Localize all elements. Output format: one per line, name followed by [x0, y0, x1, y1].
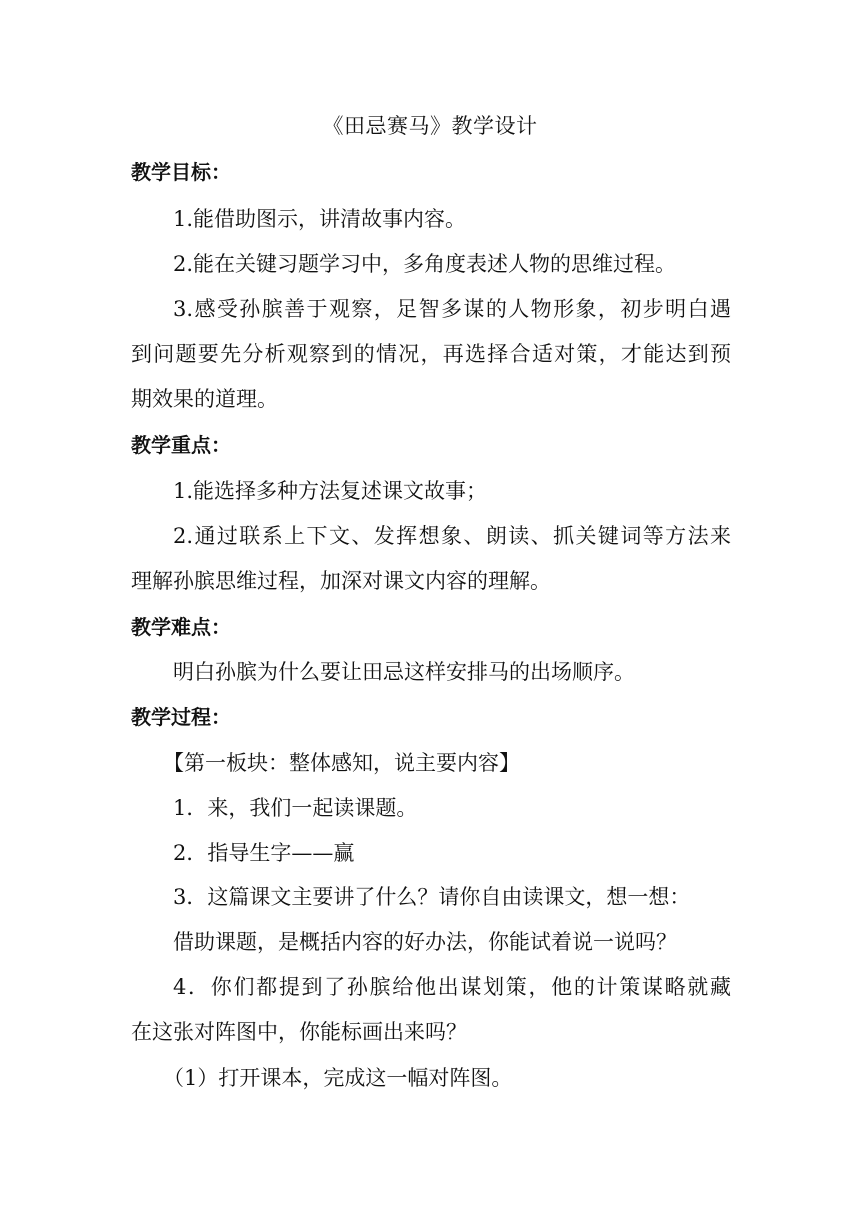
- objectives-heading: 教学目标：: [131, 160, 231, 184]
- section-1-heading: 【第一板块：整体感知，说主要内容】: [163, 751, 520, 775]
- difficulty-text: 明白孙膑为什么要让田忌这样安排马的出场顺序。: [173, 660, 635, 684]
- process-step-4-line-1: 4．你们都提到了孙膑给他出谋划策，他的计策谋略就藏: [173, 975, 731, 999]
- process-step-3-line-2: 借助课题，是概括内容的好办法，你能试着说一说吗？: [173, 930, 677, 954]
- process-heading: 教学过程：: [131, 705, 231, 729]
- key-point-item-2-line-2: 理解孙膑思维过程，加深对课文内容的理解。: [131, 569, 551, 593]
- key-point-item-1: 1.能选择多种方法复述课文故事；: [173, 479, 488, 503]
- objective-item-3-line-1: 3.感受孙膑善于观察，足智多谋的人物形象，初步明白遇: [173, 297, 731, 321]
- process-sub-step-1: （1）打开课本，完成这一幅对阵图。: [163, 1066, 513, 1090]
- key-points-heading: 教学重点：: [131, 433, 231, 457]
- objective-item-1: 1.能借助图示，讲清故事内容。: [173, 207, 467, 231]
- process-step-4-line-2: 在这张对阵图中，你能标画出来吗？: [131, 1020, 467, 1044]
- difficulty-heading: 教学难点：: [131, 615, 231, 639]
- process-step-3-line-1: 3．这篇课文主要讲了什么？请你自由读课文，想一想：: [173, 885, 691, 909]
- key-point-item-2-line-1: 2.通过联系上下文、发挥想象、朗读、抓关键词等方法来: [173, 524, 731, 548]
- objective-item-3-line-3: 期效果的道理。: [131, 387, 278, 411]
- document-title: 《田忌赛马》教学设计: [322, 114, 538, 138]
- process-step-2: 2．指导生字——赢: [173, 841, 355, 865]
- objective-item-2: 2.能在关键习题学习中，多角度表述人物的思维过程。: [173, 252, 677, 276]
- process-step-1: 1．来，我们一起读课题。: [173, 796, 418, 820]
- objective-item-3-line-2: 到问题要先分析观察到的情况，再选择合适对策，才能达到预: [131, 342, 731, 366]
